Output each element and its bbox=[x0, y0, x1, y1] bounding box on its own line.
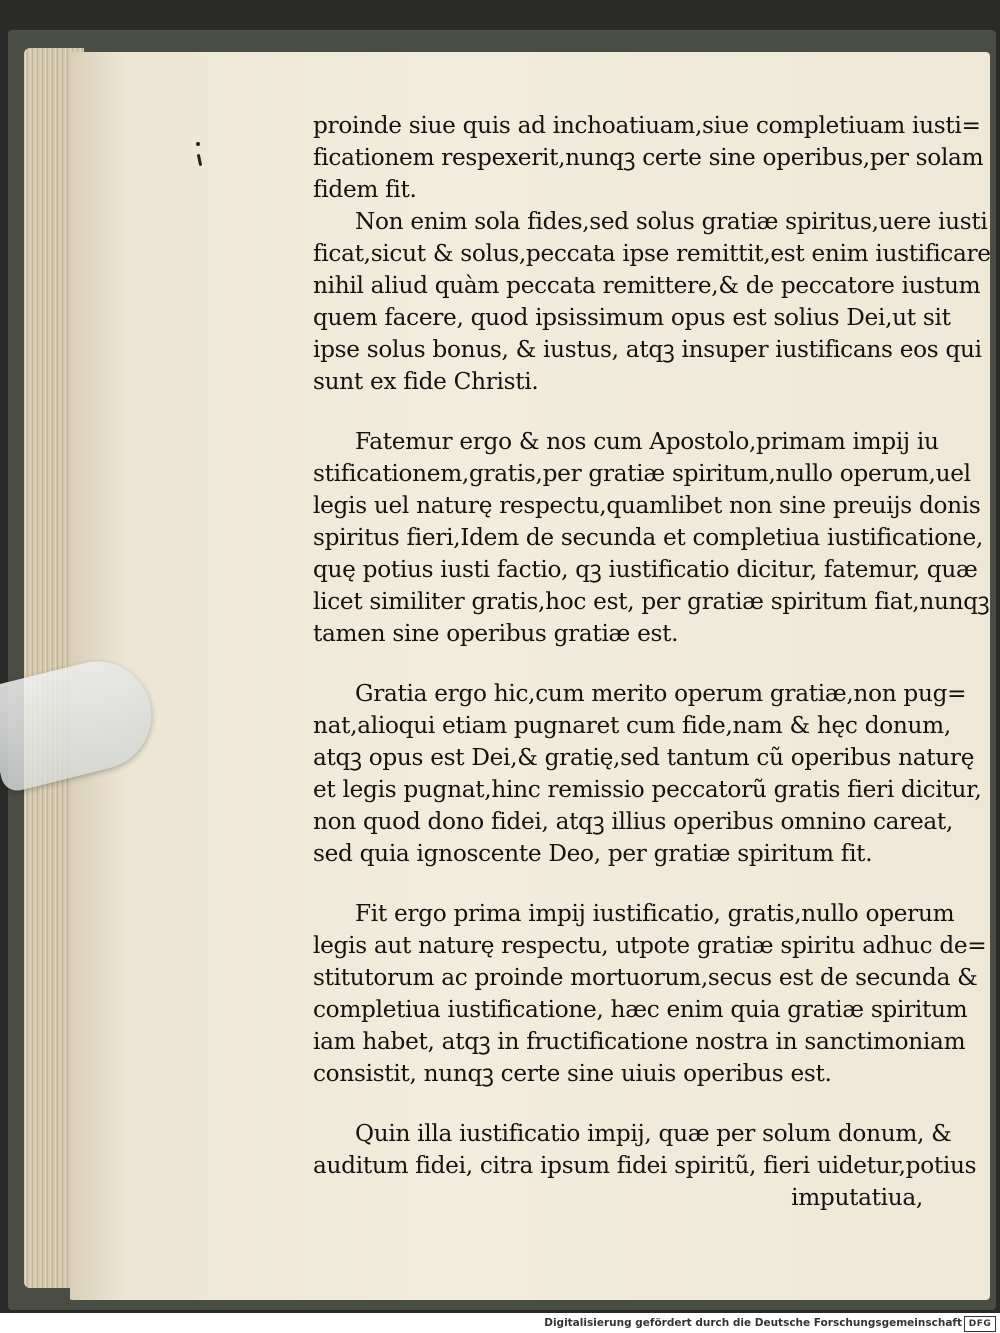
text-line: ficationem respexerit,nunqꝫ certe sine operibus,per solam bbox=[313, 144, 984, 171]
ink-stroke bbox=[197, 154, 202, 166]
text-line: licet similiter gratis,hoc est, per gratiæ spiritum fiat,nunqꝫ bbox=[313, 588, 990, 615]
paragraph bbox=[313, 206, 991, 398]
text-line: legis uel naturę respectu,quamlibet non sine preuijs donis bbox=[313, 492, 981, 519]
text-line: stificationem,gratis,per gratiæ spiritum,nullo operum,uel bbox=[313, 460, 971, 487]
text-line: tamen sine operibus gratiæ est. bbox=[313, 620, 679, 647]
paragraph bbox=[313, 1118, 977, 1214]
text-line: non quod dono fidei, atqꝫ illius operibus omnino careat, bbox=[313, 808, 953, 835]
text-line: atqꝫ opus est Dei,& gratię,sed tantum cũ operibus naturę bbox=[313, 744, 975, 771]
text-line: nihil aliud quàm peccata remittere,& de peccatore iustum bbox=[313, 272, 981, 299]
paragraph bbox=[313, 678, 982, 870]
dfg-logo: DFG bbox=[964, 1316, 996, 1332]
text-line: Fit ergo prima impij iustificatio, gratis,nullo operum bbox=[355, 900, 955, 927]
margin-marks bbox=[196, 142, 208, 172]
text-line: consistit, nunqꝫ certe sine uiuis operibus est. bbox=[313, 1060, 832, 1087]
paragraph-gap bbox=[313, 650, 923, 678]
text-line: spiritus fieri,Idem de secunda et completiua iustificatione, bbox=[313, 524, 984, 551]
text-line: sunt ex fide Christi. bbox=[313, 368, 539, 395]
text-line: ficat,sicut & solus,peccata ipse remittit,est enim iustificare bbox=[313, 240, 991, 267]
text-line: stitutorum ac proinde mortuorum,secus est de secunda & bbox=[313, 964, 978, 991]
paragraph bbox=[313, 110, 984, 206]
text-line: quem facere, quod ipsissimum opus est solius Dei,ut sit bbox=[313, 304, 951, 331]
text-line: legis aut naturę respectu, utpote gratiæ spiritu adhuc de= bbox=[313, 932, 987, 959]
footer-bar bbox=[0, 1313, 1000, 1333]
paragraph-gap bbox=[313, 398, 923, 426]
text-line: auditum fidei, citra ipsum fidei spiritũ, fieri uidetur,potius bbox=[313, 1152, 977, 1179]
text-line: ipse solus bonus, & iustus, atqꝫ insuper iustificans eos qui bbox=[313, 336, 982, 363]
text-line: completiua iustificatione, hæc enim quia gratiæ spiritum bbox=[313, 996, 968, 1023]
text-line: Quin illa iustificatio impij, quæ per solum donum, & bbox=[355, 1120, 952, 1147]
text-block bbox=[313, 110, 991, 1214]
text-line: Gratia ergo hic,cum merito operum gratiæ,non pug= bbox=[355, 680, 967, 707]
ink-dot bbox=[196, 142, 200, 146]
paragraph bbox=[313, 898, 987, 1090]
text-line: et legis pugnat,hinc remissio peccatorũ gratis fieri dicitur, bbox=[313, 776, 982, 803]
text-line: fidem fit. bbox=[313, 176, 417, 203]
catchword: imputatiua, bbox=[791, 1184, 923, 1211]
text-line: Non enim sola fides,sed solus gratiæ spiritus,uere iusti bbox=[355, 208, 988, 235]
text-line: sed quia ignoscente Deo, per gratiæ spiritum fit. bbox=[313, 840, 873, 867]
text-line: proinde siue quis ad inchoatiuam,siue completiuam iusti= bbox=[313, 112, 981, 139]
digitization-credit: Digitalisierung gefördert durch die Deutsche Forschungsgemeinschaft bbox=[544, 1317, 962, 1329]
text-line: quę potius iusti factio, qꝫ iustificatio dicitur, fatemur, quæ bbox=[313, 556, 978, 583]
paragraph-gap bbox=[313, 1090, 923, 1118]
paragraph-gap bbox=[313, 870, 923, 898]
text-line: nat,alioqui etiam pugnaret cum fide,nam & hęc donum, bbox=[313, 712, 951, 739]
text-line: iam habet, atqꝫ in fructificatione nostra in sanctimoniam bbox=[313, 1028, 966, 1055]
paragraph bbox=[313, 426, 990, 650]
text-line: Fatemur ergo & nos cum Apostolo,primam impij iu bbox=[355, 428, 939, 455]
